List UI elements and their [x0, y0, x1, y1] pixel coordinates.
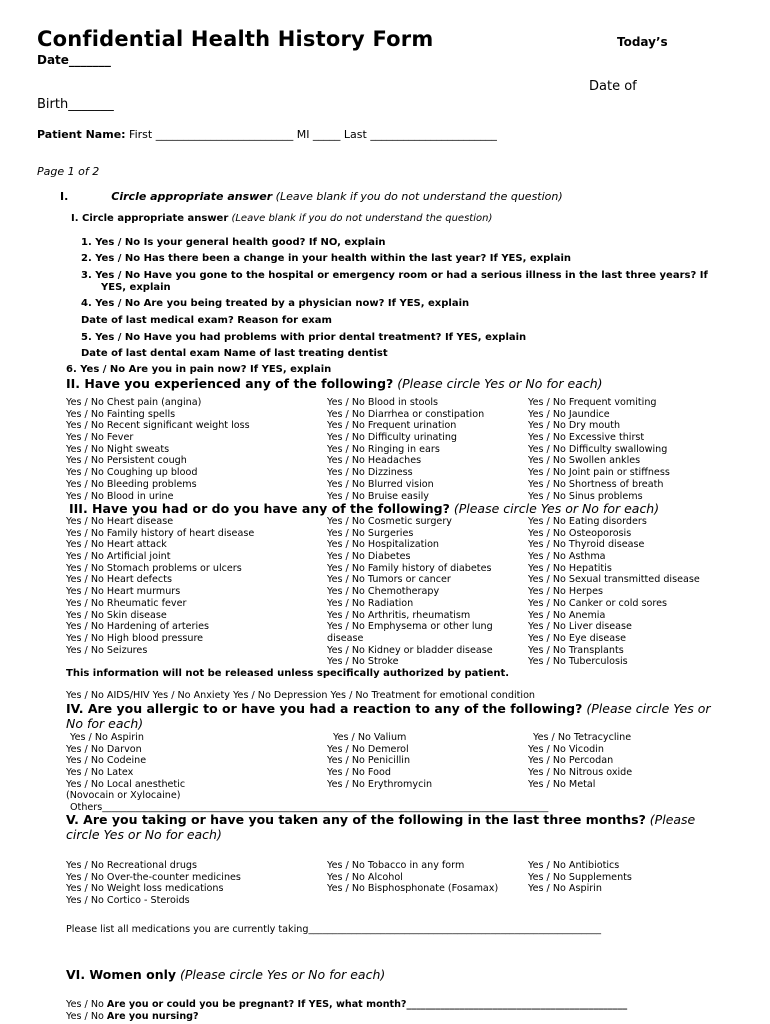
checklist-item[interactable]: Yes / No Blood in stools	[327, 397, 438, 408]
checklist-item[interactable]: Yes / No Rheumatic fever	[66, 597, 187, 609]
section-1-subheading	[71, 213, 492, 224]
section-2-column-3	[528, 397, 670, 502]
section-3-hint: (Please circle Yes or No for each)	[449, 501, 660, 516]
checklist-item[interactable]: Yes / No Heart defects	[66, 574, 172, 586]
checklist-item[interactable]: Yes / No Kidney or bladder disease	[327, 644, 493, 656]
checklist-item[interactable]: Yes / No Tumors or cancer	[327, 574, 451, 586]
nursing-yes-no[interactable]: Yes / No	[66, 1011, 107, 1022]
section-5-heading	[66, 813, 716, 842]
checklist-item[interactable]: Yes / No Tobacco in any form	[327, 860, 465, 871]
section-3-extra-items[interactable]: Yes / No AIDS/HIV Yes / No Anxiety Yes / No Depression Yes / No Treatment for emotional condition	[66, 690, 536, 701]
question-5-followup[interactable]: Date of last dental exam Name of last treating dentist	[81, 348, 388, 359]
section-3-heading	[69, 501, 659, 516]
checklist-item[interactable]: Yes / No Cosmetic surgery	[327, 516, 452, 527]
checklist-item[interactable]: Yes / No Valium	[333, 732, 407, 743]
checklist-item[interactable]: Yes / No Persistent cough	[66, 455, 187, 467]
question-1[interactable]: 1. Yes / No Is your general health good? If NO, explain	[81, 237, 386, 248]
checklist-item[interactable]: Yes / No Penicillin	[327, 755, 411, 767]
checklist-item[interactable]: Yes / No Emphysema or other lung	[327, 621, 493, 633]
checklist-item[interactable]: Yes / No Chemotherapy	[327, 586, 440, 598]
checklist-item[interactable]: Yes / No Excessive thirst	[528, 432, 645, 444]
page-number: Page 1 of 2	[37, 165, 100, 178]
checklist-item[interactable]: Yes / No Nitrous oxide	[528, 767, 633, 779]
section-3-column-2	[327, 516, 493, 668]
question-2[interactable]: 2. Yes / No Has there been a change in your health within the last year? If YES, explain	[81, 253, 571, 264]
checklist-item-continued: (Novocain or Xylocaine)	[66, 790, 181, 802]
checklist-item[interactable]: Yes / No Anemia	[528, 609, 606, 621]
checklist-item[interactable]: Yes / No Blurred vision	[327, 478, 434, 490]
section-3-column-3	[528, 516, 700, 668]
checklist-item[interactable]: Yes / No Latex	[66, 767, 134, 779]
checklist-item[interactable]: Yes / No Metal	[528, 778, 596, 790]
checklist-item[interactable]: Yes / No Seizures	[66, 644, 148, 656]
checklist-item[interactable]: Yes / No Local anesthetic	[66, 778, 186, 790]
checklist-item[interactable]: Yes / No Frequent urination	[327, 420, 457, 432]
section-2-heading	[66, 376, 603, 391]
checklist-item[interactable]: Yes / No High blood pressure	[66, 632, 204, 644]
section-2-column-2	[327, 397, 484, 502]
pregnancy-question-text: Are you or could you be pregnant? If YES, what month?______________________________________________	[106, 999, 628, 1010]
checklist-item[interactable]: Yes / No Erythromycin	[327, 778, 433, 790]
checklist-item[interactable]: Yes / No Tetracycline	[533, 732, 632, 743]
checklist-item[interactable]: Yes / No Ringing in ears	[327, 443, 440, 455]
checklist-item[interactable]: Yes / No Dry mouth	[528, 420, 621, 432]
checklist-item[interactable]: Yes / No Aspirin	[528, 883, 602, 895]
checklist-item[interactable]: Yes / No Bleeding problems	[66, 478, 197, 490]
section-2-hint: (Please circle Yes or No for each)	[393, 376, 603, 391]
checklist-item[interactable]: Yes / No Eating disorders	[528, 516, 647, 527]
checklist-item[interactable]: Yes / No Family history of diabetes	[327, 562, 492, 574]
checklist-item[interactable]: Yes / No Herpes	[528, 586, 603, 598]
patient-name-fields[interactable]: First _________________________ MI _____ Last _______________________	[125, 128, 497, 141]
checklist-item[interactable]: Yes / No Bisphosphonate (Fosamax)	[327, 883, 499, 895]
section-5-column-3	[528, 860, 632, 895]
section-1-number: I.	[60, 190, 69, 203]
checklist-item[interactable]: Yes / No Sinus problems	[528, 490, 643, 502]
nursing-question[interactable]	[66, 1011, 199, 1022]
checklist-item[interactable]: Yes / No Frequent vomiting	[528, 397, 657, 408]
todays-label: Today’s	[617, 35, 668, 49]
checklist-item[interactable]: Yes / No Joint pain or stiffness	[528, 467, 670, 479]
checklist-item[interactable]: Yes / No Hospitalization	[327, 539, 440, 551]
checklist-item[interactable]: Yes / No Swollen ankles	[528, 455, 641, 467]
section-5-hint: (Please circle Yes or No for each)	[66, 812, 696, 842]
checklist-item[interactable]: Yes / No Over-the-counter medicines	[66, 871, 241, 883]
checklist-item[interactable]: Yes / No Difficulty urinating	[327, 432, 457, 444]
checklist-item[interactable]: Yes / No Eye disease	[528, 632, 627, 644]
question-5[interactable]: 5. Yes / No Have you had problems with prior dental treatment? If YES, explain	[81, 332, 527, 343]
checklist-item[interactable]: Yes / No Arthritis, rheumatism	[327, 609, 471, 621]
privacy-note: This information will not be released unless specifically authorized by patient.	[66, 668, 510, 679]
checklist-item[interactable]: Yes / No Shortness of breath	[528, 478, 664, 490]
section-6-title: VI. Women only	[66, 967, 177, 982]
date-of-birth-field[interactable]: Birth_______	[37, 97, 114, 112]
section-1-heading	[60, 190, 563, 203]
section-3-title: III. Have you had or do you have any of the following?	[69, 501, 450, 516]
checklist-item[interactable]: Yes / No Dizziness	[327, 467, 413, 479]
checklist-item[interactable]: Yes / No Blood in urine	[66, 490, 174, 502]
checklist-item[interactable]: Yes / No Stomach problems or ulcers	[66, 562, 242, 574]
checklist-item[interactable]: Yes / No Liver disease	[528, 621, 632, 633]
date-field[interactable]: Date_______	[37, 53, 111, 67]
section-4-column-2	[327, 732, 433, 790]
medications-field[interactable]: Please list all medications you are currently taking_____________________________________________________________	[66, 924, 602, 935]
section-5-column-1	[66, 860, 241, 907]
section-1-hint: (Leave blank if you do not understand the question)	[272, 190, 563, 203]
section-4-hint: (Please circle Yes or No for each)	[66, 701, 711, 731]
checklist-item[interactable]: Yes / No Difficulty swallowing	[528, 443, 668, 455]
checklist-item[interactable]: Yes / No Thyroid disease	[528, 539, 645, 551]
checklist-item[interactable]: Yes / No Canker or cold sores	[528, 597, 667, 609]
checklist-item[interactable]: Yes / No Diarrhea or constipation	[327, 408, 485, 420]
pregnancy-question[interactable]	[66, 999, 627, 1010]
checklist-item[interactable]: Yes / No Tuberculosis	[528, 656, 628, 668]
section-4-column-3	[528, 732, 633, 790]
checklist-item[interactable]: Yes / No Heart murmurs	[66, 586, 181, 598]
checklist-item[interactable]: Yes / No Surgeries	[327, 527, 414, 539]
patient-name-label: Patient Name:	[37, 128, 126, 141]
checklist-item[interactable]: Yes / No Cortico - Steroids	[66, 895, 190, 907]
checklist-item[interactable]: Yes / No Headaches	[327, 455, 422, 467]
checklist-item[interactable]: Yes / No Sexual transmitted disease	[528, 574, 700, 586]
checklist-item[interactable]: Yes / No Supplements	[528, 871, 632, 883]
checklist-item-continued: disease	[327, 632, 364, 644]
pregnancy-yes-no[interactable]: Yes / No	[66, 999, 107, 1010]
checklist-item[interactable]: Yes / No Chest pain (angina)	[66, 397, 202, 408]
checklist-item[interactable]: Yes / No Percodan	[528, 755, 614, 767]
checklist-item[interactable]: Yes / No Asthma	[528, 551, 606, 563]
checklist-item[interactable]: Yes / No Alcohol	[327, 871, 403, 883]
checklist-item[interactable]: Yes / No Heart attack	[66, 539, 167, 551]
checklist-item[interactable]: Yes / No Aspirin	[70, 732, 144, 743]
checklist-item[interactable]: Yes / No Recreational drugs	[66, 860, 198, 871]
patient-name-row[interactable]	[37, 128, 497, 141]
checklist-item[interactable]: Yes / No Vicodin	[528, 743, 604, 755]
checklist-item[interactable]: Yes / No Fever	[66, 432, 134, 444]
checklist-item[interactable]: Yes / No Radiation	[327, 597, 414, 609]
checklist-item[interactable]: Yes / No Artificial joint	[66, 551, 171, 563]
checklist-item[interactable]: Yes / No Hepatitis	[528, 562, 612, 574]
checklist-item[interactable]: Yes / No Diabetes	[327, 551, 411, 563]
checklist-item[interactable]: Yes / No Osteoporosis	[528, 527, 632, 539]
checklist-item[interactable]: Yes / No Fainting spells	[66, 408, 176, 420]
section-4-title: IV. Are you allergic to or have you had a reaction to any of the following?	[66, 701, 583, 716]
question-4[interactable]: 4. Yes / No Are you being treated by a physician now? If YES, explain	[81, 298, 470, 309]
checklist-item[interactable]: Yes / No Skin disease	[66, 609, 167, 621]
question-6[interactable]: 6. Yes / No Are you in pain now? If YES, explain	[66, 364, 332, 375]
checklist-item[interactable]: Yes / No Darvon	[66, 743, 142, 755]
checklist-item[interactable]: Yes / No Hardening of arteries	[66, 621, 210, 633]
section-1-subhint: (Leave blank if you do not understand the question)	[228, 213, 493, 224]
nursing-question-text: Are you nursing?	[106, 1011, 199, 1022]
checklist-item[interactable]: Yes / No Food	[327, 767, 391, 779]
section-1-title: Circle appropriate answer	[111, 190, 273, 203]
section-5-title: V. Are you taking or have you taken any of the following in the last three months?	[66, 812, 646, 827]
checklist-item[interactable]: Yes / No Demerol	[327, 743, 409, 755]
checklist-item[interactable]: Yes / No Coughing up blood	[66, 467, 198, 479]
question-3[interactable]: 3. Yes / No Have you gone to the hospital or emergency room or had a serious illness in the last three years? If	[81, 270, 708, 281]
others-field[interactable]: Others_____________________________________________________________________________________________	[70, 802, 549, 814]
section-4-column-1	[66, 732, 548, 814]
checklist-item[interactable]: Yes / No Recent significant weight loss	[66, 420, 250, 432]
section-4-heading	[66, 702, 716, 731]
section-6-hint: (Please circle Yes or No for each)	[176, 967, 386, 982]
form-title: Confidential Health History Form	[37, 27, 434, 51]
date-of-birth-label: Date of	[589, 79, 637, 94]
section-5-column-2	[327, 860, 498, 895]
section-2-column-1	[66, 397, 250, 502]
checklist-item[interactable]: Yes / No Jaundice	[528, 408, 610, 420]
section-6-heading	[66, 967, 385, 982]
checklist-item[interactable]: Yes / No Family history of heart disease	[66, 527, 255, 539]
checklist-item[interactable]: Yes / No Weight loss medications	[66, 883, 224, 895]
question-4-followup[interactable]: Date of last medical exam? Reason for exam	[81, 315, 332, 326]
checklist-item[interactable]: Yes / No Night sweats	[66, 443, 170, 455]
checklist-item[interactable]: Yes / No Transplants	[528, 644, 624, 656]
question-3-continued: YES, explain	[101, 282, 171, 293]
checklist-item[interactable]: Yes / No Stroke	[327, 656, 399, 668]
section-3-column-1	[66, 516, 254, 656]
section-2-title: II. Have you experienced any of the following?	[66, 376, 394, 391]
section-1-subtitle: I. Circle appropriate answer	[71, 213, 229, 224]
checklist-item[interactable]: Yes / No Heart disease	[66, 516, 174, 527]
checklist-item[interactable]: Yes / No Antibiotics	[528, 860, 620, 871]
checklist-item[interactable]: Yes / No Codeine	[66, 755, 147, 767]
checklist-item[interactable]: Yes / No Bruise easily	[327, 490, 429, 502]
